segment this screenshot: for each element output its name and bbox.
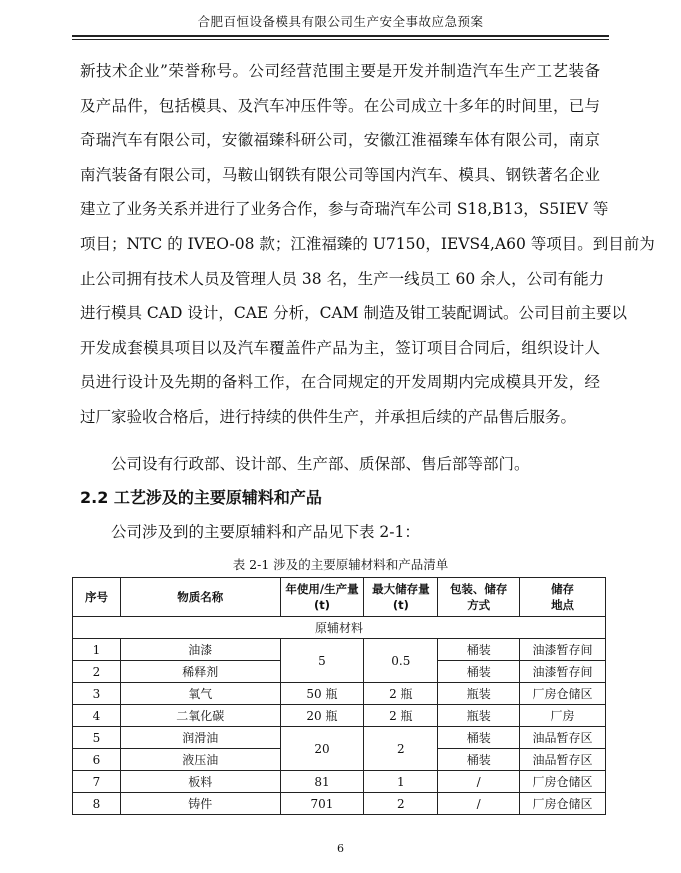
paragraph-line: 新技术企业”荣誉称号。公司经营范围主要是开发并制造汽车生产工艺装备	[80, 62, 600, 80]
cell-no: 1	[73, 639, 121, 661]
cell-no: 4	[73, 705, 121, 727]
group-label: 原辅材料	[73, 617, 606, 639]
cell-usage: 5	[280, 639, 364, 683]
cell-storage: 0.5	[364, 639, 438, 683]
table-row	[73, 705, 606, 727]
cell-storage: 2	[364, 727, 438, 771]
cell-usage: 81	[280, 771, 364, 793]
cell-name: 液压油	[120, 749, 280, 771]
cell-location: 厂房仓储区	[520, 793, 606, 815]
header-usage: 年使用/生产量 (t)	[280, 578, 364, 617]
table-row	[73, 793, 606, 815]
cell-location: 油品暂存区	[520, 727, 606, 749]
paragraph-line: 项目；NTC 的 IVEO-08 款；江淮福臻的 U7150，IEVS4,A60 等项目。到目前为	[80, 234, 655, 253]
cell-name: 稀释剂	[120, 661, 280, 683]
cell-location: 油品暂存区	[520, 749, 606, 771]
page-number: 6	[337, 842, 344, 855]
cell-location: 厂房	[520, 705, 606, 727]
cell-no: 5	[73, 727, 121, 749]
paragraph-line: 开发成套模具项目以及汽车覆盖件产品为主，签订项目合同后，组织设计人	[80, 338, 600, 357]
cell-name: 润滑油	[120, 727, 280, 749]
paragraph-line: 止公司拥有技术人员及管理人员 38 名，生产一线员工 60 余人，公司有能力	[80, 269, 605, 288]
table-row	[73, 683, 606, 705]
header-rule	[72, 35, 609, 37]
cell-location: 油漆暂存间	[520, 661, 606, 683]
cell-location: 油漆暂存间	[520, 639, 606, 661]
cell-no: 7	[73, 771, 121, 793]
cell-usage: 701	[280, 793, 364, 815]
cell-location: 厂房仓储区	[520, 771, 606, 793]
table-row	[73, 771, 606, 793]
cell-storage: 2 瓶	[364, 683, 438, 705]
cell-no: 6	[73, 749, 121, 771]
cell-packaging: 桶装	[438, 727, 520, 749]
header-rule-thin	[72, 39, 609, 40]
table-group-row	[73, 617, 606, 639]
company-description-paragraph	[80, 54, 655, 435]
paragraph-line: 奇瑞汽车有限公司，安徽福臻科研公司，安徽江淮福臻车体有限公司，南京	[80, 131, 600, 150]
cell-usage: 20	[280, 727, 364, 771]
cell-location: 厂房仓储区	[520, 683, 606, 705]
paragraph-line: 南汽装备有限公司，马鞍山钢铁有限公司等国内汽车、模具、钢铁著名企业	[80, 165, 600, 184]
cell-packaging: 瓶装	[438, 705, 520, 727]
cell-packaging: 桶装	[438, 749, 520, 771]
departments-paragraph: 公司设有行政部、设计部、生产部、质保部、售后部等部门。	[111, 455, 530, 473]
table-caption: 表 2-1 涉及的主要原辅材料和产品清单	[232, 557, 449, 572]
header-location: 储存 地点	[520, 578, 606, 617]
section-heading: 2.2 工艺涉及的主要原辅料和产品	[80, 488, 322, 507]
paragraph-line: 进行模具 CAD 设计，CAE 分析，CAM 制造及钳工装配调试。公司目前主要以	[80, 304, 627, 323]
cell-storage: 1	[364, 771, 438, 793]
cell-storage: 2 瓶	[364, 705, 438, 727]
cell-storage: 2	[364, 793, 438, 815]
cell-packaging: 桶装	[438, 639, 520, 661]
cell-no: 2	[73, 661, 121, 683]
cell-name: 氧气	[120, 683, 280, 705]
paragraph-line: 建立了业务关系并进行了业务合作，参与奇瑞汽车公司 S18,B13，S5IEV 等	[80, 200, 609, 219]
header-storage: 最大储存量 (t)	[364, 578, 438, 617]
cell-packaging: /	[438, 771, 520, 793]
cell-name: 铸件	[120, 793, 280, 815]
table-header-row	[73, 578, 606, 617]
cell-no: 8	[73, 793, 121, 815]
cell-packaging: 瓶装	[438, 683, 520, 705]
cell-name: 二氧化碳	[120, 705, 280, 727]
table-row	[73, 727, 606, 749]
materials-table	[72, 577, 606, 815]
cell-name: 板料	[120, 771, 280, 793]
paragraph-line: 及产品件，包括模具、及汽车冲压件等。在公司成立十多年的时间里，已与	[80, 96, 600, 115]
paragraph-line: 过厂家验收合格后，进行持续的供件生产，并承担后续的产品售后服务。	[80, 407, 577, 426]
header-no: 序号	[73, 578, 121, 617]
cell-packaging: 桶装	[438, 661, 520, 683]
cell-usage: 50 瓶	[280, 683, 364, 705]
cell-packaging: /	[438, 793, 520, 815]
header-name: 物质名称	[120, 578, 280, 617]
cell-usage: 20 瓶	[280, 705, 364, 727]
page-header: 合肥百恒设备模具有限公司生产安全事故应急预案	[197, 14, 484, 29]
table-row	[73, 639, 606, 661]
cell-no: 3	[73, 683, 121, 705]
table-intro-text: 公司涉及到的主要原辅料和产品见下表 2-1：	[111, 523, 420, 541]
header-packaging: 包装、储存 方式	[438, 578, 520, 617]
paragraph-line: 员进行设计及先期的备料工作，在合同规定的开发周期内完成模具开发，经	[80, 373, 600, 392]
cell-name: 油漆	[120, 639, 280, 661]
